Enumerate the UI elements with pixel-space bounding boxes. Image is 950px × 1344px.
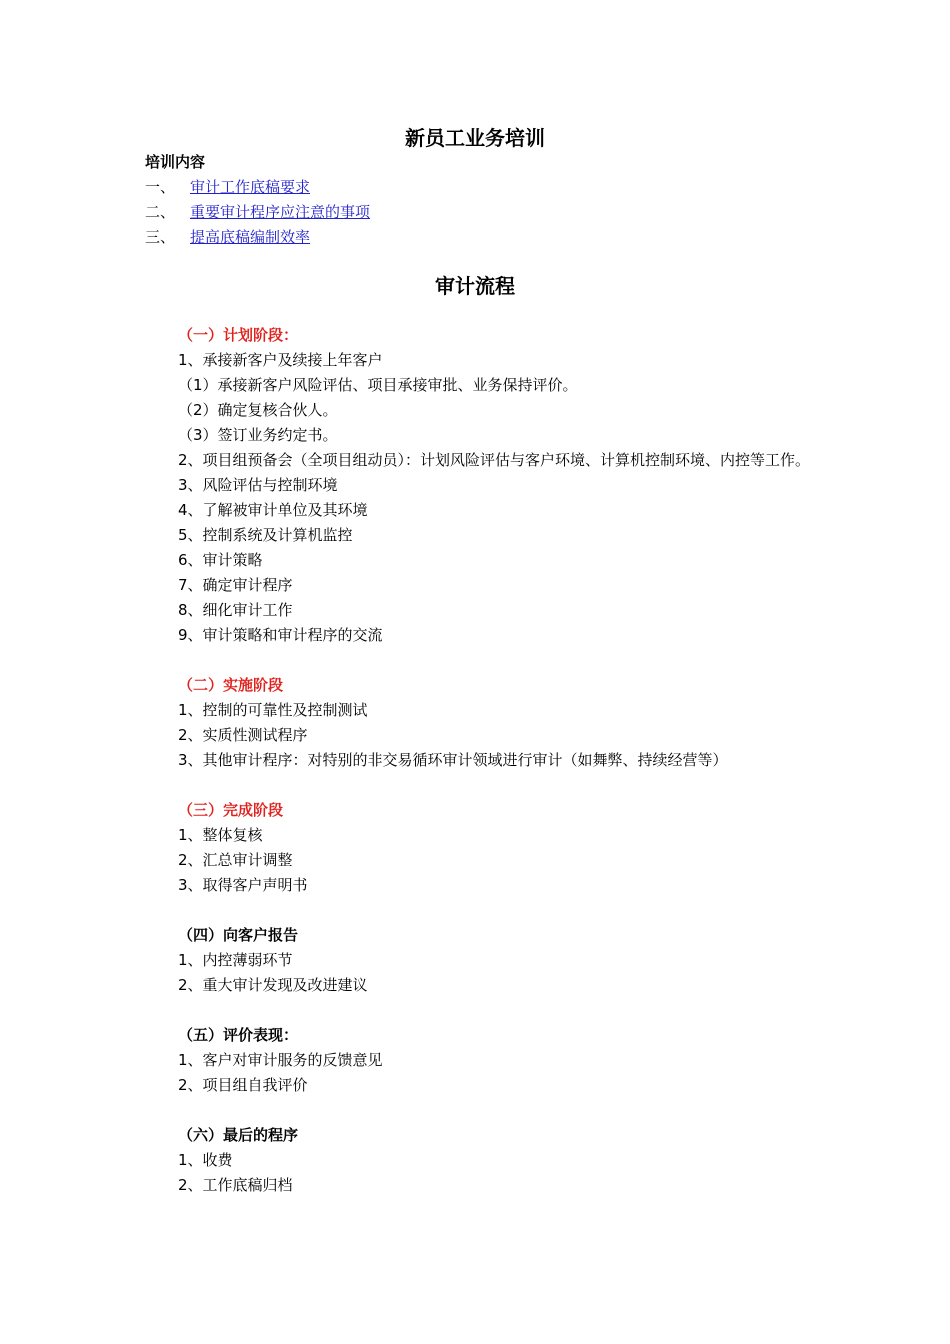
list-item: 1、内控薄弱环节	[178, 951, 293, 969]
toc-item	[145, 176, 370, 201]
toc-item-number: 二、	[145, 203, 176, 221]
phase-heading-planning: （一）计划阶段：	[178, 326, 299, 344]
list-item: 4、了解被审计单位及其环境	[178, 501, 368, 519]
list-item: 2、汇总审计调整	[178, 851, 293, 869]
audit-process-body	[178, 323, 828, 1198]
list-item: 5、控制系统及计算机监控	[178, 526, 353, 544]
list-item: 1、客户对审计服务的反馈意见	[178, 1051, 383, 1069]
toc-item	[145, 226, 370, 251]
toc-link-efficiency[interactable]: 提高底稿编制效率	[190, 228, 311, 246]
toc-heading: 培训内容	[145, 153, 206, 171]
list-item: 1、收费	[178, 1151, 233, 1169]
list-item: 1、控制的可靠性及控制测试	[178, 701, 368, 719]
list-item: 2、工作底稿归档	[178, 1176, 293, 1194]
list-item: 1、整体复核	[178, 826, 263, 844]
phase-heading-final-procedures: （六）最后的程序	[178, 1126, 299, 1144]
list-item: 2、实质性测试程序	[178, 726, 308, 744]
toc-item-number: 一、	[145, 178, 176, 196]
phase-heading-evaluation: （五）评价表现：	[178, 1026, 299, 1044]
list-item: 3、取得客户声明书	[178, 876, 308, 894]
table-of-contents	[145, 176, 370, 251]
phase-heading-reporting: （四）向客户报告	[178, 926, 299, 944]
list-item: 8、细化审计工作	[178, 601, 293, 619]
list-item: （3）签订业务约定书。	[178, 426, 338, 444]
section-title: 审计流程	[435, 274, 515, 298]
list-item: （2）确定复核合伙人。	[178, 401, 338, 419]
list-item: 3、其他审计程序：对特别的非交易循环审计领域进行审计（如舞弊、持续经营等）	[178, 751, 728, 769]
list-item: 2、重大审计发现及改进建议	[178, 976, 368, 994]
phase-heading-completion: （三）完成阶段	[178, 801, 284, 819]
toc-link-important-procedures[interactable]: 重要审计程序应注意的事项	[190, 203, 371, 221]
list-item: （1）承接新客户风险评估、项目承接审批、业务保持评价。	[178, 376, 578, 394]
phase-heading-implementation: （二）实施阶段	[178, 676, 284, 694]
list-item: 1、承接新客户及续接上年客户	[178, 351, 383, 369]
list-item: 2、项目组预备会（全项目组动员）：计划风险评估与客户环境、计算机控制环境、内控等工作。	[178, 451, 811, 469]
list-item: 6、审计策略	[178, 551, 263, 569]
toc-link-workpaper-requirements[interactable]: 审计工作底稿要求	[190, 178, 311, 196]
list-item: 2、项目组自我评价	[178, 1076, 308, 1094]
toc-item	[145, 201, 370, 226]
document-title: 新员工业务培训	[405, 126, 545, 150]
toc-item-number: 三、	[145, 228, 176, 246]
list-item: 9、审计策略和审计程序的交流	[178, 626, 383, 644]
list-item: 7、确定审计程序	[178, 576, 293, 594]
list-item: 3、风险评估与控制环境	[178, 476, 338, 494]
